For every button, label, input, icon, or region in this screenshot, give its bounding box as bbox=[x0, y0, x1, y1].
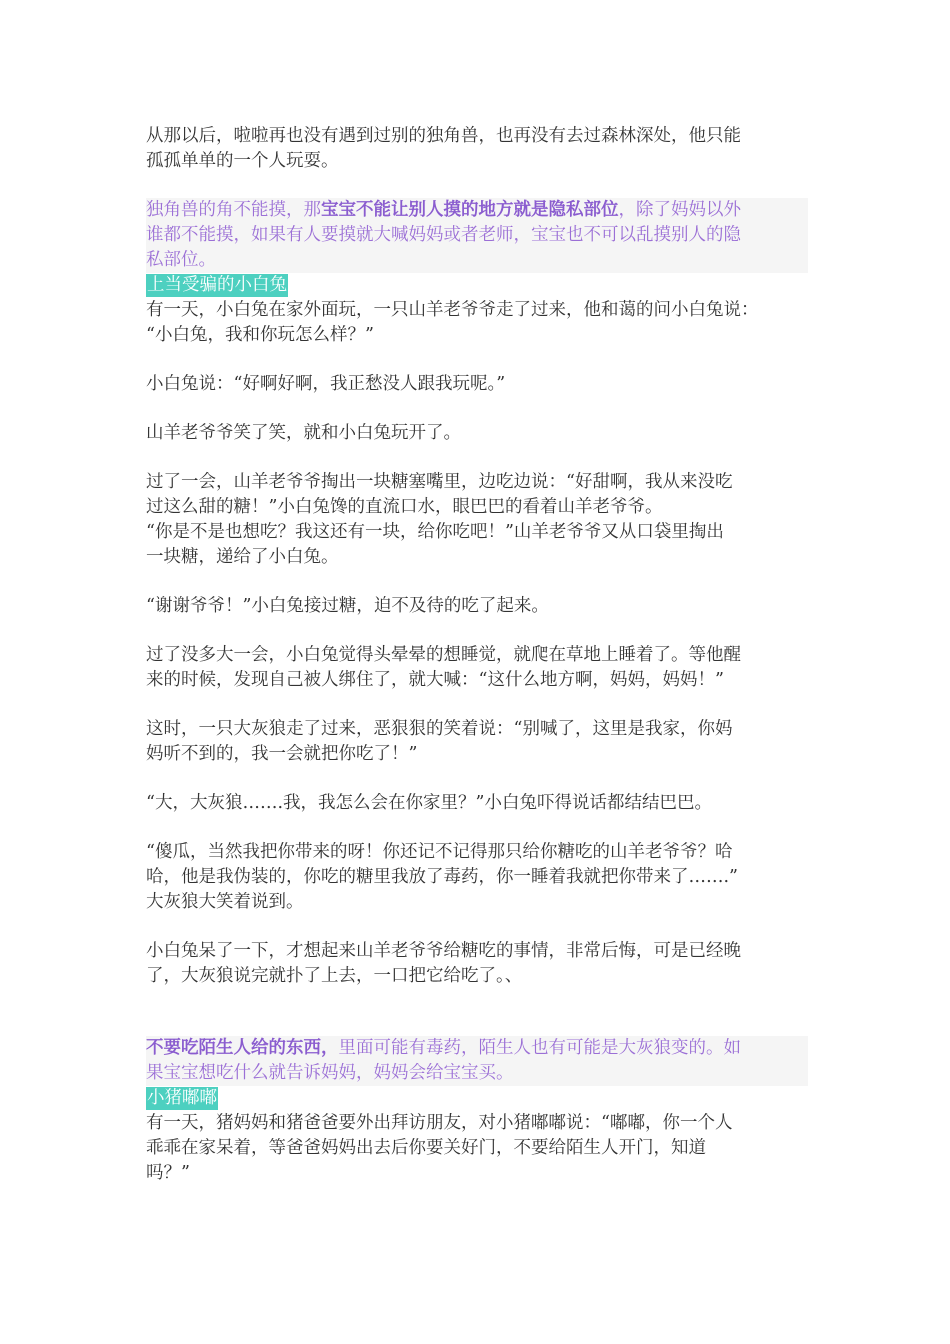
story-paragraph bbox=[146, 1111, 808, 1186]
text-line: “傻瓜，当然我把你带来的呀！你还记不记得那只给你糖吃的山羊老爷爷？哈 bbox=[146, 842, 733, 862]
text-line: 一块糖，递给了小白兔。 bbox=[146, 547, 339, 567]
tip-text: 独角兽的角不能摸，那 bbox=[146, 200, 321, 220]
tip-text: 谁都不能摸，如果有人要摸就大喊妈妈或者老师，宝宝也不可以乱摸别人的隐 bbox=[146, 225, 741, 245]
text-line: “谢谢爷爷！”小白兔接过糖，迫不及待的吃了起来。 bbox=[146, 596, 549, 616]
text-line: “大，大灰狼…….我，我怎么会在你家里？”小白兔吓得说话都结结巴巴。 bbox=[146, 793, 712, 813]
text-line: 妈听不到的，我一会就把你吃了！” bbox=[146, 744, 418, 764]
text-line: 从那以后，啦啦再也没有遇到过别的独角兽，也再没有去过森林深处，他只能 bbox=[146, 126, 741, 146]
tip-text: 私部位。 bbox=[146, 250, 216, 270]
story-paragraph bbox=[146, 939, 808, 989]
text-line: 小白兔说：“好啊好啊，我正愁没人跟我玩呢。” bbox=[146, 374, 506, 394]
text-line: 这时，一只大灰狼走了过来，恶狠狠的笑着说：“别喊了，这里是我家，你妈 bbox=[146, 719, 733, 739]
text-line: 来的时候，发现自己被人绑住了，就大喊：“这什么地方啊，妈妈，妈妈！” bbox=[146, 670, 724, 690]
tip-bold-text: 宝宝不能让别人摸的地方就是隐私部位 bbox=[321, 200, 619, 220]
text-line: 大灰狼大笑着说到。 bbox=[146, 892, 304, 912]
text-line: 过这么甜的糖！”小白兔馋的直流口水，眼巴巴的看着山羊老爷爷。 bbox=[146, 497, 663, 517]
tip-text: 里面可能有毒药，陌生人也有可能是大灰狼变的。如 bbox=[338, 1038, 741, 1058]
text-line: 了，大灰狼说完就扑了上去，一口把它给吃了。、 bbox=[146, 966, 523, 986]
document-page bbox=[146, 124, 808, 1186]
story1-ending bbox=[146, 124, 808, 174]
text-line: 孤孤单单的一个人玩耍。 bbox=[146, 151, 339, 171]
story-paragraph bbox=[146, 791, 808, 816]
text-line: 过了一会，山羊老爷爷掏出一块糖塞嘴里，边吃边说：“好甜啊，我从来没吃 bbox=[146, 472, 733, 492]
story-paragraph bbox=[146, 643, 808, 693]
text-line: “小白兔，我和你玩怎么样？” bbox=[146, 325, 374, 345]
text-line: 乖乖在家呆着，等爸爸妈妈出去后你要关好门，不要给陌生人开门，知道 bbox=[146, 1138, 706, 1158]
story-paragraph bbox=[146, 421, 808, 446]
tip-box-privacy bbox=[146, 198, 808, 273]
story-paragraph bbox=[146, 594, 808, 619]
story-title bbox=[146, 1086, 808, 1111]
text-line: 过了没多大一会，小白兔觉得头晕晕的想睡觉，就爬在草地上睡着了。等他醒 bbox=[146, 645, 741, 665]
tip-bold-text: 不要吃陌生人给的东西， bbox=[146, 1038, 339, 1058]
story-title-label: 上当受骗的小白兔 bbox=[147, 275, 287, 295]
tip-box-strangers bbox=[146, 1036, 808, 1086]
text-line: 小白兔呆了一下，才想起来山羊老爷爷给糖吃的事情，非常后悔，可是已经晚 bbox=[146, 941, 741, 961]
text-line: 山羊老爷爷笑了笑，就和小白兔玩开了。 bbox=[146, 423, 461, 443]
text-line: 有一天，猪妈妈和猪爸爸要外出拜访朋友，对小猪嘟嘟说：“嘟嘟，你一个人 bbox=[146, 1113, 733, 1133]
story-paragraph bbox=[146, 298, 808, 348]
story-title-label: 小猪嘟嘟 bbox=[147, 1088, 217, 1108]
story-paragraph bbox=[146, 470, 808, 570]
tip-text: ，除了妈妈以外 bbox=[618, 200, 741, 220]
text-line: 吗？” bbox=[146, 1163, 190, 1183]
story-title bbox=[146, 273, 808, 298]
story-paragraph bbox=[146, 840, 808, 915]
text-line: “你是不是也想吃？我这还有一块，给你吃吧！”山羊老爷爷又从口袋里掏出 bbox=[146, 522, 724, 542]
story-paragraph bbox=[146, 717, 808, 767]
tip-text: 果宝宝想吃什么就告诉妈妈，妈妈会给宝宝买。 bbox=[146, 1063, 514, 1083]
story-paragraph bbox=[146, 372, 808, 397]
text-line: 哈，他是我伪装的，你吃的糖里我放了毒药，你一睡着我就把你带来了…….” bbox=[146, 867, 739, 887]
text-line: 有一天，小白兔在家外面玩，一只山羊老爷爷走了过来，他和蔼的问小白兔说： bbox=[146, 300, 759, 320]
